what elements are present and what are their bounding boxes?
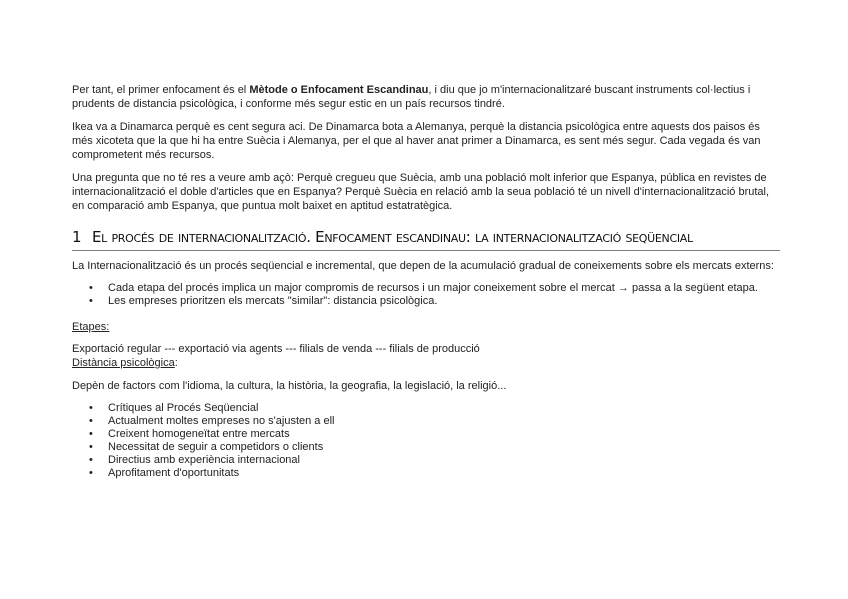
list-item: • Actualment moltes empreses no s'ajusten a ell (72, 415, 780, 428)
list-item: • Necessitat de seguir a competidors o clients (72, 441, 780, 454)
bullet-list-2 (72, 402, 780, 480)
paragraph-ikea: Ikea va a Dinamarca perquè es cent segura aci. De Dinamarca bota a Alemanya, perquè la distancia psicològica entre aquests dos paisos és més xicoteta que la que hi ha entre Suècia i Alemanya, per el que al haver anat primer a Dinamarca, es sent més segur. Cada vegada és van comprometent més recursos. (72, 121, 761, 161)
factors-paragraph: Depèn de factors com l'idioma, la cultura, la història, la geografia, la legislació, la religió... (72, 380, 507, 392)
list-item: • Crítiques al Procés Seqüencial (72, 402, 780, 415)
document-body (72, 83, 780, 492)
section-title: El procés de internacionalització. Enfocament escandinau: la internacionalització seqüencial (92, 228, 693, 246)
list-item: • Cada etapa del procés implica un major compromis de recursos i un major coneixement sobre el mercat → passa a la següent etapa. (72, 282, 780, 295)
list-item: • Aprofitament d'oportunitats (72, 467, 780, 480)
etapes-label: Etapes: (72, 321, 110, 333)
bold-term: Mètode o Enfocament Escandinau (249, 84, 429, 96)
section-heading (72, 227, 780, 251)
list-item: • Les empreses prioritzen els mercats "similar": distancia psicològica. (72, 295, 780, 308)
paragraph-escandinau: Per tant, el primer enfocament és el Mètode o Enfocament Escandinau, i diu que jo m'internacionalitzaré buscant instruments col·lectius i prudents de distancia psicològica, i conforme més segur estic en un país recursos tindré. (72, 84, 751, 110)
etapes-text: Exportació regular --- exportació via agents --- filials de venda --- filials de producció (72, 343, 480, 355)
bullet-list-1 (72, 282, 780, 308)
section-number: 1 (72, 228, 82, 246)
distancia-label: Distància psicològica: (72, 357, 178, 369)
paragraph-question: Una pregunta que no té res a veure amb açò: Perquè cregueu que Suècia, amb una població molt inferior que Espanya, pública en revistes de internacionalització el doble d'articles que en Espanya? Perquè Suècia en relació amb la seua població té un nivell d'internacionalització brutal, en comparació amb Espanya, que puntua molt baixet en aptitud estatratègica. (72, 172, 770, 212)
list-item: • Directius amb experiència internacional (72, 454, 780, 467)
list-item: • Creixent homogeneïtat entre mercats (72, 428, 780, 441)
intro-paragraph: La Internacionalització és un procés seqüencial e incremental, que depen de la acumulació gradual de coneixements sobre els mercats externs: (72, 260, 774, 272)
